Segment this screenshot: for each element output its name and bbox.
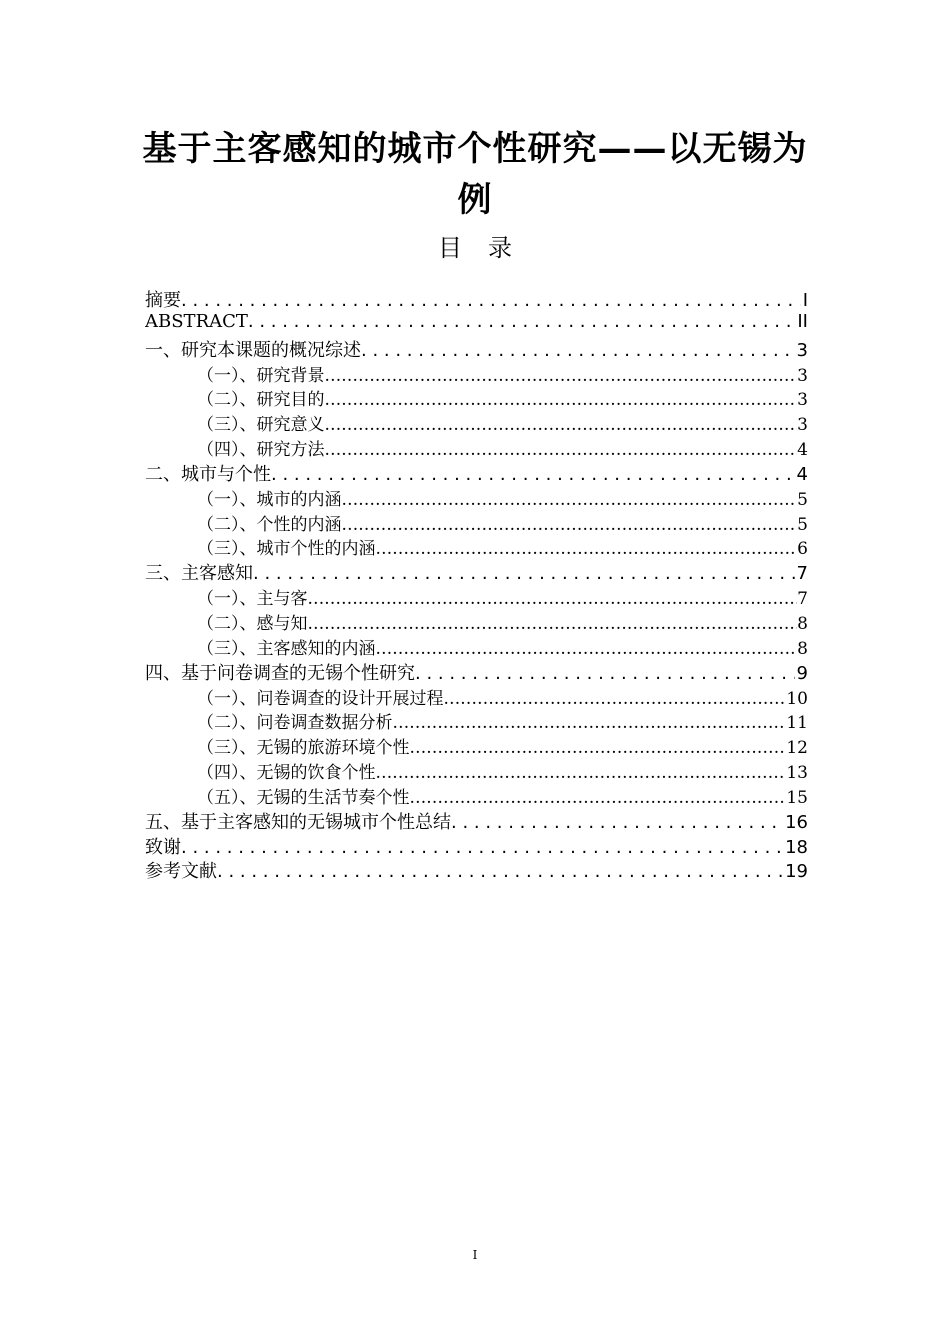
toc-leader-dots bbox=[410, 738, 787, 758]
toc-entry[interactable] bbox=[145, 460, 808, 485]
toc-leader-dots bbox=[410, 788, 787, 808]
toc-entry-label: （三）、无锡的旅游环境个性 bbox=[197, 738, 410, 759]
toc-leader-dots bbox=[376, 763, 787, 783]
toc-entry[interactable] bbox=[145, 311, 808, 336]
toc-heading-left: 目 bbox=[438, 234, 462, 262]
toc-entry-page: 16 bbox=[785, 811, 808, 833]
toc-leader-dots bbox=[325, 390, 798, 410]
toc-entry-page: 3 bbox=[797, 415, 808, 436]
toc-entry[interactable] bbox=[145, 733, 808, 758]
toc-entry-label: （二）、问卷调查数据分析 bbox=[197, 713, 393, 734]
toc-leader-dots bbox=[308, 589, 798, 609]
toc-entry-page: 5 bbox=[797, 489, 808, 510]
toc-entry-page: II bbox=[797, 310, 808, 332]
toc-heading bbox=[0, 230, 950, 266]
toc-leader-dots bbox=[376, 639, 798, 659]
toc-leader-dots bbox=[181, 290, 801, 311]
toc-entry-page: 8 bbox=[797, 638, 808, 659]
toc-entry-page: 7 bbox=[796, 563, 808, 585]
toc-entry[interactable] bbox=[145, 385, 808, 410]
toc-entry-page: 11 bbox=[786, 713, 808, 734]
toc-entry[interactable] bbox=[145, 857, 808, 882]
toc-entry-page: 5 bbox=[797, 514, 808, 535]
toc-entry-label: 四、基于问卷调查的无锡个性研究 bbox=[145, 662, 415, 684]
toc-entry-label: （二）、个性的内涵 bbox=[197, 514, 342, 535]
toc-leader-dots bbox=[342, 515, 798, 535]
toc-leader-dots bbox=[308, 614, 798, 634]
toc-leader-dots bbox=[253, 563, 795, 584]
toc-entry[interactable] bbox=[145, 410, 808, 435]
toc-entry[interactable] bbox=[145, 833, 808, 858]
toc-entry[interactable] bbox=[145, 609, 808, 634]
toc-leader-dots bbox=[248, 311, 795, 332]
toc-entry-label: （四）、无锡的饮食个性 bbox=[197, 763, 376, 783]
toc-entry-page: 6 bbox=[797, 539, 808, 560]
toc-entry-page: 3 bbox=[797, 390, 808, 411]
toc-entry[interactable] bbox=[145, 808, 808, 833]
toc-leader-dots bbox=[361, 340, 795, 361]
page-number: I bbox=[472, 1248, 478, 1262]
toc-entry-page: 4 bbox=[796, 463, 808, 485]
toc-entry-label: （五）、无锡的生活节奏个性 bbox=[197, 787, 410, 808]
toc-entry[interactable] bbox=[145, 534, 808, 559]
toc-entry-label: 参考文献 bbox=[145, 861, 217, 883]
toc-entry-page: 13 bbox=[786, 763, 808, 783]
toc-entry[interactable] bbox=[145, 584, 808, 609]
table-of-contents bbox=[145, 286, 808, 882]
toc-entry-page: I bbox=[802, 290, 808, 311]
toc-entry[interactable] bbox=[145, 758, 808, 783]
toc-entry-label: （四）、研究方法 bbox=[197, 440, 325, 460]
toc-leader-dots bbox=[376, 539, 798, 559]
toc-entry-page: 4 bbox=[797, 440, 808, 460]
toc-leader-dots bbox=[444, 689, 787, 709]
toc-entry-page: 7 bbox=[797, 589, 808, 609]
toc-entry-label: （二）、感与知 bbox=[197, 613, 308, 634]
toc-entry[interactable] bbox=[145, 659, 808, 684]
toc-entry-page: 18 bbox=[785, 836, 808, 858]
toc-leader-dots bbox=[325, 440, 798, 460]
toc-entry[interactable] bbox=[145, 708, 808, 733]
toc-entry[interactable] bbox=[145, 286, 808, 311]
toc-entry[interactable] bbox=[145, 485, 808, 510]
toc-entry[interactable] bbox=[145, 783, 808, 808]
toc-entry-label: 致谢 bbox=[145, 836, 181, 858]
toc-entry-label: 二、城市与个性 bbox=[145, 463, 271, 485]
toc-entry-label: （三）、研究意义 bbox=[197, 415, 325, 436]
toc-entry-page: 8 bbox=[797, 613, 808, 634]
toc-entry[interactable] bbox=[145, 634, 808, 659]
toc-entry-label: （三）、主客感知的内涵 bbox=[197, 638, 376, 659]
toc-entry-label: （一）、城市的内涵 bbox=[197, 489, 342, 510]
toc-entry[interactable] bbox=[145, 361, 808, 386]
toc-entry-label: （一）、主与客 bbox=[197, 589, 308, 609]
toc-entry-label: （一）、问卷调查的设计开展过程 bbox=[197, 688, 444, 709]
toc-entry-page: 15 bbox=[786, 787, 808, 808]
toc-leader-dots bbox=[181, 837, 783, 858]
toc-leader-dots bbox=[393, 713, 787, 733]
toc-entry-label: （二）、研究目的 bbox=[197, 390, 325, 411]
toc-entry-page: 9 bbox=[796, 662, 808, 684]
toc-leader-dots bbox=[342, 490, 798, 510]
toc-leader-dots bbox=[271, 464, 795, 485]
toc-entry-label: ABSTRACT bbox=[145, 310, 248, 332]
document-title: 基于主客感知的城市个性研究——以无锡为例 bbox=[142, 129, 808, 220]
toc-entry-page: 19 bbox=[785, 861, 808, 883]
toc-leader-dots bbox=[217, 861, 783, 882]
toc-leader-dots bbox=[415, 663, 795, 684]
toc-entry-label: 三、主客感知 bbox=[145, 563, 253, 585]
toc-leader-dots bbox=[325, 366, 798, 386]
toc-leader-dots bbox=[451, 812, 783, 833]
toc-entry-page: 12 bbox=[786, 738, 808, 759]
toc-entry[interactable] bbox=[145, 336, 808, 361]
toc-entry-label: 五、基于主客感知的无锡城市个性总结 bbox=[145, 811, 451, 833]
toc-leader-dots bbox=[325, 415, 798, 435]
toc-entry[interactable] bbox=[145, 435, 808, 460]
toc-entry-label: 一、研究本课题的概况综述 bbox=[145, 339, 361, 361]
toc-entry-page: 3 bbox=[796, 339, 808, 361]
toc-entry-label: （三）、城市个性的内涵 bbox=[197, 539, 376, 560]
toc-entry-page: 10 bbox=[786, 688, 808, 709]
toc-entry[interactable] bbox=[145, 510, 808, 535]
toc-entry-label: （一）、研究背景 bbox=[197, 365, 325, 386]
toc-heading-right: 录 bbox=[488, 234, 512, 262]
toc-entry[interactable] bbox=[145, 684, 808, 709]
toc-entry-label: 摘要 bbox=[145, 290, 181, 311]
toc-entry-page: 3 bbox=[797, 365, 808, 386]
toc-entry[interactable] bbox=[145, 559, 808, 584]
